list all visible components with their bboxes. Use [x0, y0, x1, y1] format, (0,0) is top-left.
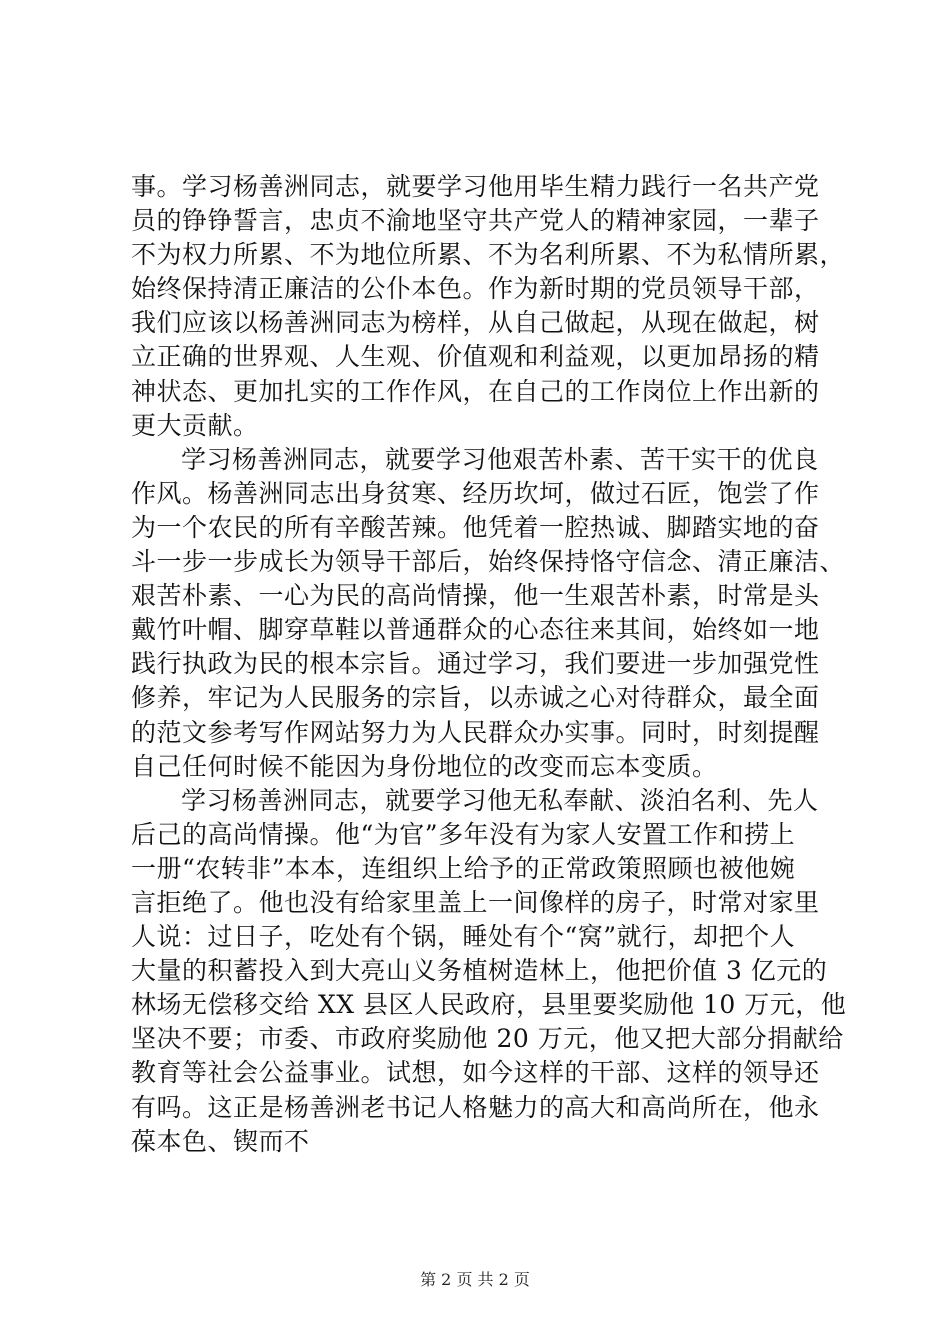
text-line: 学习杨善洲同志，就要学习他艰苦朴素、苦干实干的优良	[181, 444, 819, 474]
text-line: 言拒绝了。他也没有给家里盖上一间像样的房子，时常对家里	[131, 887, 820, 917]
document-body	[131, 170, 847, 1159]
text-line: 人说：过日子，吃处有个锅，睡处有个“窝”就行，却把个人	[131, 922, 796, 952]
text-line: 的范文参考写作网站努力为人民群众办实事。同时，时刻提醒	[131, 717, 820, 747]
text-line: 践行执政为民的根本宗旨。通过学习，我们要进一步加强党性	[131, 649, 820, 679]
text-line: 大量的积蓄投入到大亮山义务植树造林上，他把价值 3 亿元的	[131, 956, 828, 986]
text-line: 教育等社会公益事业。试想，如今这样的干部、这样的领导还	[131, 1058, 820, 1088]
text-line: 为一个农民的所有辛酸苦辣。他凭着一腔热诚、脚踏实地的奋	[131, 512, 820, 542]
text-line: 学习杨善洲同志，就要学习他无私奉献、淡泊名利、先人	[181, 785, 819, 815]
text-line: 不为权力所累、不为地位所累、不为名利所累、不为私情所累，	[131, 240, 846, 270]
text-line: 有吗。这正是杨善洲老书记人格魅力的高大和高尚所在，他永	[131, 1092, 820, 1122]
text-line: 神状态、更加扎实的工作作风，在自己的工作岗位上作出新的	[131, 376, 820, 406]
text-line: 斗一步一步成长为领导干部后，始终保持恪守信念、清正廉洁、	[131, 547, 846, 577]
text-line: 作风。杨善洲同志出身贫寒、经历坎坷，做过石匠，饱尝了作	[131, 478, 820, 508]
text-line: 一册“农转非”本本，连组织上给予的正常政策照顾也被他婉	[131, 853, 796, 883]
text-line: 事。学习杨善洲同志，就要学习他用毕生精力践行一名共产党	[131, 172, 820, 201]
text-line: 葆本色、锲而不	[131, 1126, 310, 1156]
text-line: 坚决不要；市委、市政府奖励他 20 万元，他又把大部分捐献给	[131, 1024, 844, 1054]
text-line: 林场无偿移交给 XX 县区人民政府，县里要奖励他 10 万元，他	[131, 990, 847, 1020]
text-line: 我们应该以杨善洲同志为榜样，从自己做起，从现在做起，树	[131, 308, 820, 338]
text-line: 艰苦朴素、一心为民的高尚情操，他一生艰苦朴素，时常是头	[131, 581, 820, 611]
text-line: 始终保持清正廉洁的公仆本色。作为新时期的党员领导干部，	[131, 274, 820, 304]
text-line: 修养，牢记为人民服务的宗旨，以赤诚之心对待群众，最全面	[131, 683, 820, 713]
text-line: 立正确的世界观、人生观、价值观和利益观，以更加昂扬的精	[131, 342, 820, 372]
text-line: 更大贡献。	[131, 410, 259, 440]
text-line: 员的铮铮誓言，忠贞不渝地坚守共产党人的精神家园，一辈子	[131, 206, 820, 236]
text-line: 自己任何时候不能因为身份地位的改变而忘本变质。	[131, 751, 718, 781]
text-line: 戴竹叶帽、脚穿草鞋以普通群众的心态往来其间，始终如一地	[131, 615, 820, 645]
text-line: 后己的高尚情操。他“为官”多年没有为家人安置工作和捞上	[131, 819, 796, 849]
page-footer: 第 2 页 共 2 页	[420, 1270, 530, 1289]
